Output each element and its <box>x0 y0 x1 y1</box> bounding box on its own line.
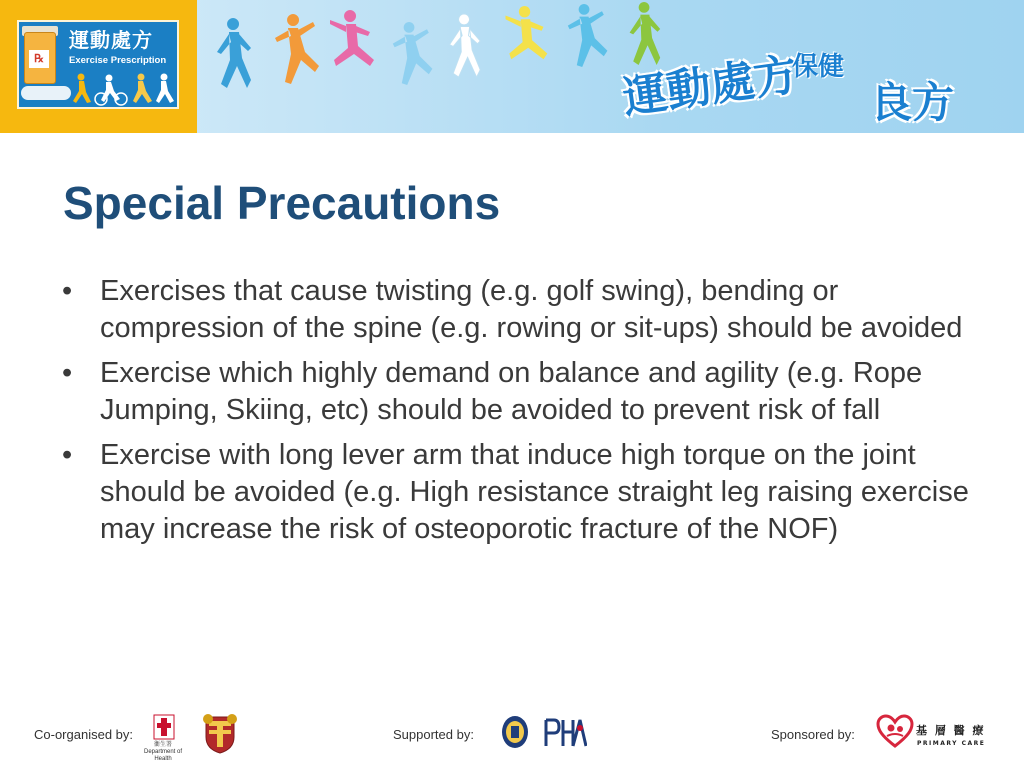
precautions-list <box>58 273 978 556</box>
exercising-figure-icon <box>330 10 374 66</box>
exercising-figure-icon <box>217 18 251 88</box>
co-organised-label: Co-organised by: <box>34 727 133 742</box>
header-banner <box>0 0 1024 133</box>
exercising-figure-icon <box>568 4 608 67</box>
footer <box>0 708 1024 768</box>
supporting-association-logo <box>500 714 530 750</box>
list-item-text: Exercise with long lever arm that induce high torque on the joint should be avoided (e.g. High resistance straight leg raising exercise may increase the risk of osteoporotic fracture of the NOF) <box>100 439 969 545</box>
physiotherapy-association-logo <box>543 716 587 750</box>
logo-chinese-title: 運動處方 <box>69 28 153 52</box>
bullet-icon: • <box>62 275 73 307</box>
supported-by-label: Supported by: <box>393 727 474 742</box>
exercising-figure-icon <box>393 22 433 85</box>
logo-english-title: Exercise Prescription <box>69 55 167 66</box>
list-item <box>58 355 978 429</box>
doh-english-name: Department of Health <box>143 749 183 762</box>
list-item-text: Exercise which highly demand on balance and agility (e.g. Rope Jumping, Skiing, etc) should be avoided to prevent risk of fall <box>100 357 923 426</box>
banner-slogan <box>608 10 1018 130</box>
logo-panel <box>17 20 179 109</box>
exercise-prescription-logo <box>0 0 197 133</box>
department-of-health-logo <box>153 714 175 740</box>
sponsored-by-label: Sponsored by: <box>771 727 855 742</box>
list-item <box>58 273 978 347</box>
primary-care-heart-icon <box>876 714 914 750</box>
bullet-icon: • <box>62 439 73 471</box>
exercising-figure-icon <box>450 14 481 77</box>
bullet-icon: • <box>62 357 73 389</box>
rx-symbol: ℞ <box>29 50 49 68</box>
slogan-good-remedy: 良方 <box>870 78 955 127</box>
exercising-figure-icon <box>506 6 548 59</box>
slogan-health: 保健 <box>792 52 845 82</box>
pills-icon <box>21 86 71 100</box>
doh-chinese-name: 衞生署 <box>153 742 172 748</box>
primary-care-english: PRIMARY CARE <box>917 740 986 747</box>
college-crest-logo <box>200 711 240 755</box>
list-item <box>58 437 978 548</box>
logo-runners-icon <box>71 72 176 106</box>
exercising-figure-icon <box>275 14 319 84</box>
slide-title: Special Precautions <box>63 177 501 229</box>
slogan-exercise-prescription: 運動處方 <box>619 48 802 124</box>
primary-care-chinese: 基 層 醫 療 <box>916 724 986 737</box>
list-item-text: Exercises that cause twisting (e.g. golf swing), bending or compression of the spine (e.g. rowing or sit-ups) should be avoided <box>100 275 963 344</box>
doh-caption <box>137 742 189 763</box>
